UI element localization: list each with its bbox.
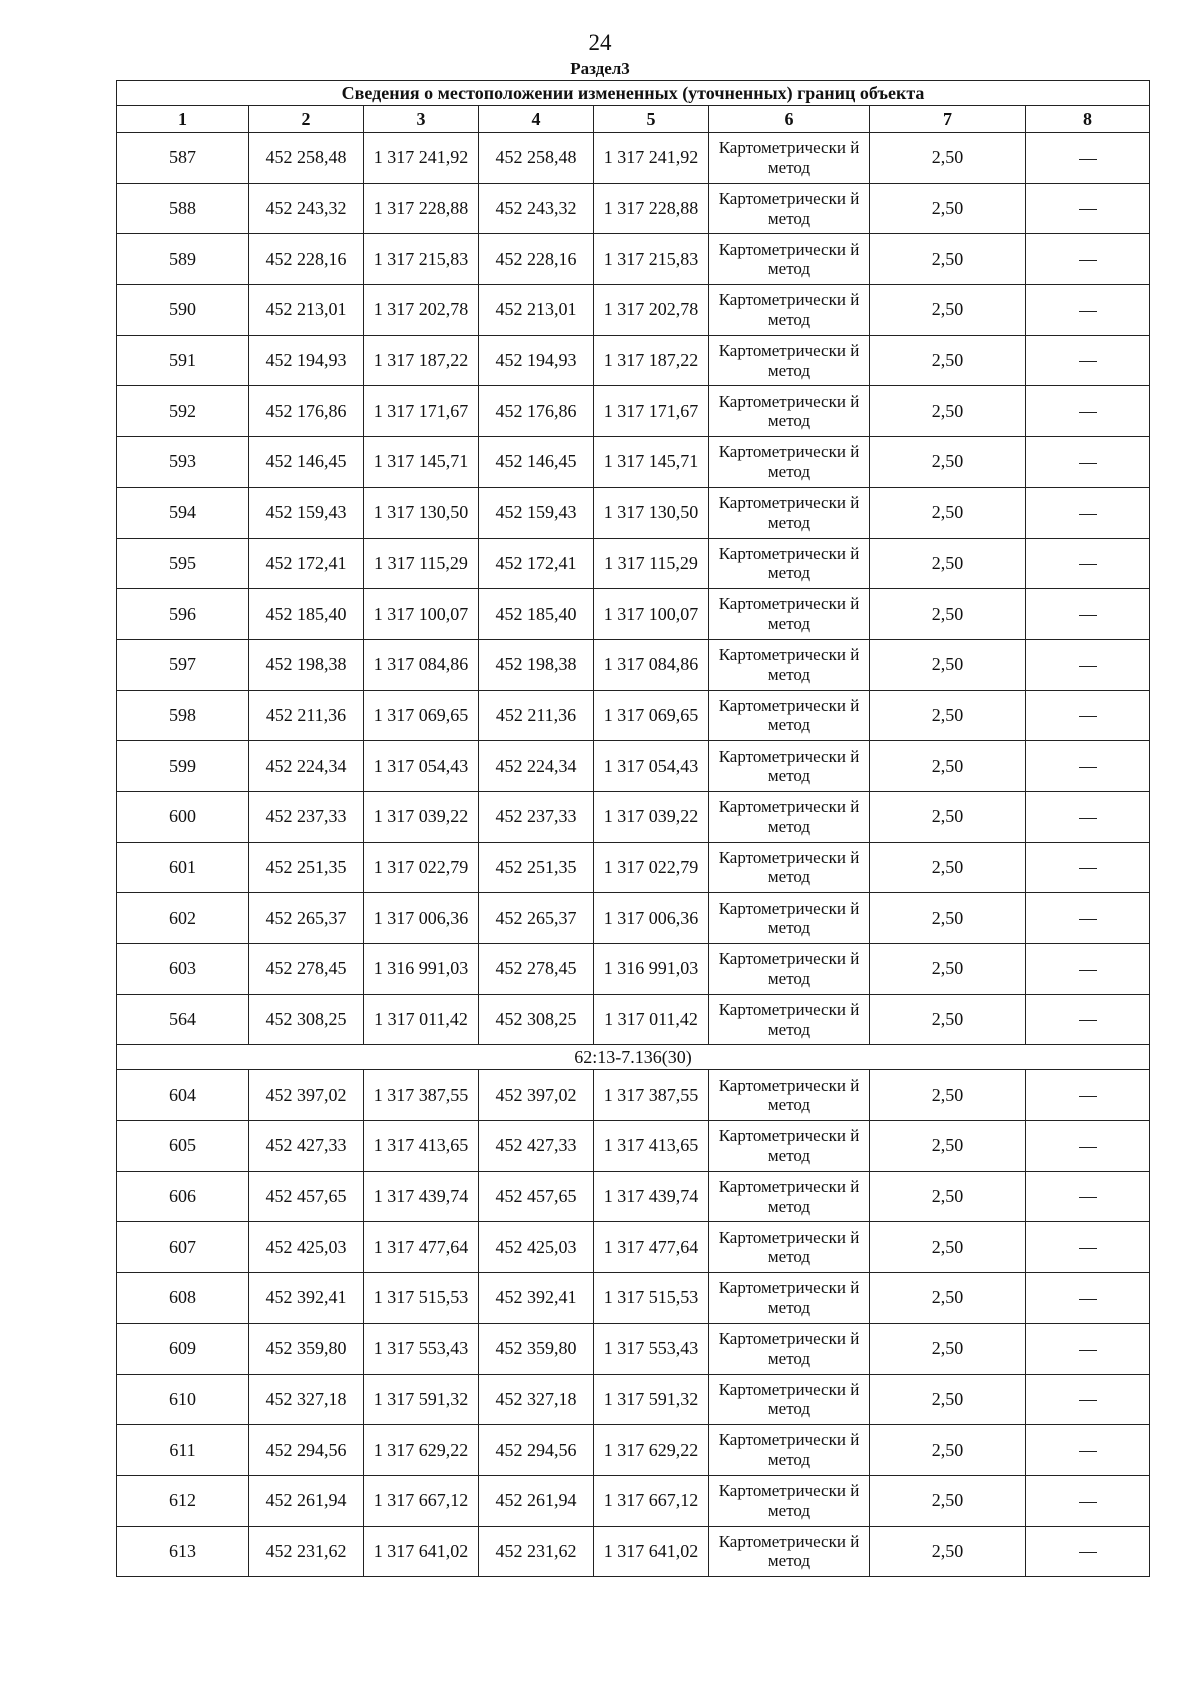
method-cell: Картометрически й метод [709,234,870,285]
table-row [117,639,1150,690]
table-row [117,285,1150,336]
table-row [117,1475,1150,1526]
empty-value-cell [1026,690,1150,741]
y-coordinate-cell: 1 317 241,92 [364,133,479,184]
accuracy-cell: 2,50 [870,234,1026,285]
table-row [117,386,1150,437]
x-coordinate-cell: 452 294,56 [249,1425,364,1476]
x-coordinate-cell: 452 457,65 [249,1171,364,1222]
accuracy-cell: 2,50 [870,791,1026,842]
point-number-cell: 603 [117,944,249,995]
x-coordinate-cell: 452 294,56 [479,1425,594,1476]
x-coordinate-cell: 452 265,37 [249,893,364,944]
empty-value-cell [1026,639,1150,690]
dash-icon [1079,1502,1097,1503]
y-coordinate-cell: 1 317 629,22 [364,1425,479,1476]
method-cell: Картометрически й метод [709,183,870,234]
dash-icon [1079,868,1097,869]
dash-icon [1079,514,1097,515]
y-coordinate-cell: 1 317 187,22 [594,335,709,386]
point-number-cell: 613 [117,1526,249,1577]
y-coordinate-cell: 1 317 022,79 [364,842,479,893]
accuracy-cell: 2,50 [870,944,1026,995]
point-number-cell: 601 [117,842,249,893]
y-coordinate-cell: 1 317 667,12 [594,1475,709,1526]
x-coordinate-cell: 452 228,16 [479,234,594,285]
table-row [117,1425,1150,1476]
y-coordinate-cell: 1 317 022,79 [594,842,709,893]
table-row [117,133,1150,184]
column-number-row [117,106,1150,133]
x-coordinate-cell: 452 261,94 [479,1475,594,1526]
y-coordinate-cell: 1 317 069,65 [594,690,709,741]
point-number-cell: 590 [117,285,249,336]
column-number: 4 [479,106,594,133]
table-row [117,741,1150,792]
method-cell: Картометрически й метод [709,791,870,842]
point-number-cell: 607 [117,1222,249,1273]
x-coordinate-cell: 452 258,48 [479,133,594,184]
x-coordinate-cell: 452 237,33 [479,791,594,842]
x-coordinate-cell: 452 176,86 [479,386,594,437]
table-row [117,1171,1150,1222]
accuracy-cell: 2,50 [870,1273,1026,1324]
dash-icon [1079,666,1097,667]
x-coordinate-cell: 452 397,02 [479,1070,594,1121]
point-number-cell: 589 [117,234,249,285]
accuracy-cell: 2,50 [870,437,1026,488]
accuracy-cell: 2,50 [870,1070,1026,1121]
table-row [117,437,1150,488]
point-number-cell: 588 [117,183,249,234]
dash-icon [1079,1147,1097,1148]
y-coordinate-cell: 1 316 991,03 [594,944,709,995]
empty-value-cell [1026,893,1150,944]
method-cell: Картометрически й метод [709,893,870,944]
x-coordinate-cell: 452 261,94 [249,1475,364,1526]
x-coordinate-cell: 452 185,40 [479,589,594,640]
empty-value-cell [1026,842,1150,893]
point-number-cell: 608 [117,1273,249,1324]
accuracy-cell: 2,50 [870,1374,1026,1425]
column-number: 5 [594,106,709,133]
accuracy-cell: 2,50 [870,1171,1026,1222]
y-coordinate-cell: 1 317 100,07 [364,589,479,640]
x-coordinate-cell: 452 237,33 [249,791,364,842]
x-coordinate-cell: 452 427,33 [479,1121,594,1172]
dash-icon [1079,919,1097,920]
point-number-cell: 597 [117,639,249,690]
dash-icon [1079,311,1097,312]
dash-icon [1079,463,1097,464]
y-coordinate-cell: 1 317 011,42 [594,994,709,1045]
method-cell: Картометрически й метод [709,944,870,995]
y-coordinate-cell: 1 317 100,07 [594,589,709,640]
x-coordinate-cell: 452 392,41 [249,1273,364,1324]
accuracy-cell: 2,50 [870,285,1026,336]
accuracy-cell: 2,50 [870,994,1026,1045]
dash-icon [1079,1197,1097,1198]
column-number: 7 [870,106,1026,133]
dash-icon [1079,209,1097,210]
empty-value-cell [1026,234,1150,285]
y-coordinate-cell: 1 317 202,78 [364,285,479,336]
empty-value-cell [1026,994,1150,1045]
empty-value-cell [1026,133,1150,184]
table-row [117,538,1150,589]
accuracy-cell: 2,50 [870,487,1026,538]
table-row [117,994,1150,1045]
accuracy-cell: 2,50 [870,183,1026,234]
column-number: 2 [249,106,364,133]
point-number-cell: 564 [117,994,249,1045]
y-coordinate-cell: 1 317 641,02 [594,1526,709,1577]
empty-value-cell [1026,487,1150,538]
table-row [117,183,1150,234]
x-coordinate-cell: 452 425,03 [249,1222,364,1273]
x-coordinate-cell: 452 308,25 [479,994,594,1045]
method-cell: Картометрически й метод [709,589,870,640]
method-cell: Картометрически й метод [709,1273,870,1324]
y-coordinate-cell: 1 317 011,42 [364,994,479,1045]
x-coordinate-cell: 452 194,93 [249,335,364,386]
dash-icon [1079,1400,1097,1401]
point-number-cell: 598 [117,690,249,741]
x-coordinate-cell: 452 146,45 [249,437,364,488]
point-number-cell: 610 [117,1374,249,1425]
y-coordinate-cell: 1 317 413,65 [364,1121,479,1172]
table-row [117,335,1150,386]
method-cell: Картометрически й метод [709,1475,870,1526]
table-row [117,1121,1150,1172]
y-coordinate-cell: 1 317 629,22 [594,1425,709,1476]
x-coordinate-cell: 452 213,01 [249,285,364,336]
table-caption-row [117,81,1150,106]
dash-icon [1079,716,1097,717]
y-coordinate-cell: 1 317 228,88 [364,183,479,234]
x-coordinate-cell: 452 198,38 [479,639,594,690]
dash-icon [1079,818,1097,819]
dash-icon [1079,1552,1097,1553]
table-row [117,1222,1150,1273]
empty-value-cell [1026,386,1150,437]
dash-icon [1079,615,1097,616]
method-cell: Картометрически й метод [709,133,870,184]
accuracy-cell: 2,50 [870,386,1026,437]
y-coordinate-cell: 1 317 145,71 [594,437,709,488]
empty-value-cell [1026,944,1150,995]
point-number-cell: 595 [117,538,249,589]
y-coordinate-cell: 1 317 006,36 [364,893,479,944]
dash-icon [1079,767,1097,768]
x-coordinate-cell: 452 231,62 [249,1526,364,1577]
column-number: 8 [1026,106,1150,133]
method-cell: Картометрически й метод [709,437,870,488]
x-coordinate-cell: 452 213,01 [479,285,594,336]
empty-value-cell [1026,1273,1150,1324]
x-coordinate-cell: 452 425,03 [479,1222,594,1273]
table-row [117,1273,1150,1324]
empty-value-cell [1026,1425,1150,1476]
method-cell: Картометрически й метод [709,1425,870,1476]
x-coordinate-cell: 452 224,34 [249,741,364,792]
dash-icon [1079,970,1097,971]
x-coordinate-cell: 452 211,36 [249,690,364,741]
table-row [117,589,1150,640]
empty-value-cell [1026,1374,1150,1425]
table-row [117,1374,1150,1425]
y-coordinate-cell: 1 316 991,03 [364,944,479,995]
table-caption: Сведения о местоположении измененных (уточненных) границ объекта [117,81,1150,106]
y-coordinate-cell: 1 317 187,22 [364,335,479,386]
method-cell: Картометрически й метод [709,1070,870,1121]
y-coordinate-cell: 1 317 553,43 [594,1323,709,1374]
x-coordinate-cell: 452 265,37 [479,893,594,944]
x-coordinate-cell: 452 211,36 [479,690,594,741]
table-row [117,487,1150,538]
method-cell: Картометрически й метод [709,487,870,538]
dash-icon [1079,1350,1097,1351]
y-coordinate-cell: 1 317 591,32 [364,1374,479,1425]
column-number: 6 [709,106,870,133]
dash-icon [1079,159,1097,160]
method-cell: Картометрически й метод [709,285,870,336]
point-number-cell: 605 [117,1121,249,1172]
dash-icon [1079,412,1097,413]
x-coordinate-cell: 452 224,34 [479,741,594,792]
group-label: 62:13-7.136(30) [117,1045,1150,1070]
x-coordinate-cell: 452 159,43 [249,487,364,538]
x-coordinate-cell: 452 359,80 [249,1323,364,1374]
table-row [117,791,1150,842]
method-cell: Картометрически й метод [709,1526,870,1577]
y-coordinate-cell: 1 317 413,65 [594,1121,709,1172]
column-number: 3 [364,106,479,133]
accuracy-cell: 2,50 [870,690,1026,741]
accuracy-cell: 2,50 [870,1121,1026,1172]
empty-value-cell [1026,1121,1150,1172]
accuracy-cell: 2,50 [870,133,1026,184]
x-coordinate-cell: 452 172,41 [249,538,364,589]
empty-value-cell [1026,741,1150,792]
table-row [117,234,1150,285]
coordinates-table [116,80,1150,1577]
x-coordinate-cell: 452 185,40 [249,589,364,640]
column-number: 1 [117,106,249,133]
point-number-cell: 593 [117,437,249,488]
method-cell: Картометрически й метод [709,741,870,792]
method-cell: Картометрически й метод [709,538,870,589]
x-coordinate-cell: 452 327,18 [479,1374,594,1425]
dash-icon [1079,260,1097,261]
y-coordinate-cell: 1 317 515,53 [364,1273,479,1324]
empty-value-cell [1026,1475,1150,1526]
y-coordinate-cell: 1 317 130,50 [594,487,709,538]
dash-icon [1079,1451,1097,1452]
point-number-cell: 611 [117,1425,249,1476]
table-row [117,690,1150,741]
dash-icon [1079,1096,1097,1097]
point-number-cell: 612 [117,1475,249,1526]
method-cell: Картометрически й метод [709,690,870,741]
x-coordinate-cell: 452 194,93 [479,335,594,386]
x-coordinate-cell: 452 278,45 [249,944,364,995]
point-number-cell: 599 [117,741,249,792]
x-coordinate-cell: 452 159,43 [479,487,594,538]
accuracy-cell: 2,50 [870,1323,1026,1374]
x-coordinate-cell: 452 327,18 [249,1374,364,1425]
y-coordinate-cell: 1 317 215,83 [594,234,709,285]
accuracy-cell: 2,50 [870,741,1026,792]
x-coordinate-cell: 452 228,16 [249,234,364,285]
point-number-cell: 602 [117,893,249,944]
group-row [117,1045,1150,1070]
y-coordinate-cell: 1 317 069,65 [364,690,479,741]
empty-value-cell [1026,1323,1150,1374]
y-coordinate-cell: 1 317 054,43 [594,741,709,792]
accuracy-cell: 2,50 [870,1526,1026,1577]
empty-value-cell [1026,1070,1150,1121]
page-number: 24 [588,30,612,55]
x-coordinate-cell: 452 258,48 [249,133,364,184]
table-body [117,133,1150,1577]
accuracy-cell: 2,50 [870,639,1026,690]
empty-value-cell [1026,437,1150,488]
y-coordinate-cell: 1 317 241,92 [594,133,709,184]
y-coordinate-cell: 1 317 084,86 [594,639,709,690]
y-coordinate-cell: 1 317 171,67 [594,386,709,437]
y-coordinate-cell: 1 317 228,88 [594,183,709,234]
method-cell: Картометрически й метод [709,1222,870,1273]
empty-value-cell [1026,538,1150,589]
section-title: Раздел3 [570,59,630,78]
dash-icon [1079,564,1097,565]
y-coordinate-cell: 1 317 084,86 [364,639,479,690]
y-coordinate-cell: 1 317 667,12 [364,1475,479,1526]
table-row [117,944,1150,995]
y-coordinate-cell: 1 317 054,43 [364,741,479,792]
method-cell: Картометрически й метод [709,1171,870,1222]
accuracy-cell: 2,50 [870,842,1026,893]
point-number-cell: 606 [117,1171,249,1222]
y-coordinate-cell: 1 317 145,71 [364,437,479,488]
accuracy-cell: 2,50 [870,893,1026,944]
table-row [117,1526,1150,1577]
x-coordinate-cell: 452 397,02 [249,1070,364,1121]
method-cell: Картометрически й метод [709,1323,870,1374]
table-row [117,1323,1150,1374]
x-coordinate-cell: 452 359,80 [479,1323,594,1374]
y-coordinate-cell: 1 317 477,64 [364,1222,479,1273]
point-number-cell: 592 [117,386,249,437]
y-coordinate-cell: 1 317 641,02 [364,1526,479,1577]
y-coordinate-cell: 1 317 387,55 [364,1070,479,1121]
y-coordinate-cell: 1 317 202,78 [594,285,709,336]
point-number-cell: 591 [117,335,249,386]
dash-icon [1079,1020,1097,1021]
y-coordinate-cell: 1 317 006,36 [594,893,709,944]
x-coordinate-cell: 452 176,86 [249,386,364,437]
y-coordinate-cell: 1 317 115,29 [364,538,479,589]
x-coordinate-cell: 452 172,41 [479,538,594,589]
empty-value-cell [1026,335,1150,386]
empty-value-cell [1026,183,1150,234]
method-cell: Картометрически й метод [709,1374,870,1425]
dash-icon [1079,1299,1097,1300]
point-number-cell: 596 [117,589,249,640]
y-coordinate-cell: 1 317 039,22 [364,791,479,842]
y-coordinate-cell: 1 317 115,29 [594,538,709,589]
y-coordinate-cell: 1 317 130,50 [364,487,479,538]
empty-value-cell [1026,589,1150,640]
x-coordinate-cell: 452 146,45 [479,437,594,488]
accuracy-cell: 2,50 [870,1222,1026,1273]
x-coordinate-cell: 452 251,35 [479,842,594,893]
accuracy-cell: 2,50 [870,1475,1026,1526]
x-coordinate-cell: 452 278,45 [479,944,594,995]
accuracy-cell: 2,50 [870,335,1026,386]
empty-value-cell [1026,285,1150,336]
method-cell: Картометрически й метод [709,386,870,437]
empty-value-cell [1026,1171,1150,1222]
dash-icon [1079,361,1097,362]
y-coordinate-cell: 1 317 039,22 [594,791,709,842]
method-cell: Картометрически й метод [709,639,870,690]
accuracy-cell: 2,50 [870,589,1026,640]
method-cell: Картометрически й метод [709,842,870,893]
x-coordinate-cell: 452 243,32 [479,183,594,234]
y-coordinate-cell: 1 317 439,74 [594,1171,709,1222]
method-cell: Картометрически й метод [709,1121,870,1172]
table-row [117,1070,1150,1121]
table-row [117,842,1150,893]
x-coordinate-cell: 452 308,25 [249,994,364,1045]
method-cell: Картометрически й метод [709,335,870,386]
dash-icon [1079,1248,1097,1249]
x-coordinate-cell: 452 243,32 [249,183,364,234]
point-number-cell: 609 [117,1323,249,1374]
y-coordinate-cell: 1 317 387,55 [594,1070,709,1121]
point-number-cell: 587 [117,133,249,184]
x-coordinate-cell: 452 251,35 [249,842,364,893]
x-coordinate-cell: 452 427,33 [249,1121,364,1172]
point-number-cell: 600 [117,791,249,842]
y-coordinate-cell: 1 317 439,74 [364,1171,479,1222]
y-coordinate-cell: 1 317 477,64 [594,1222,709,1273]
empty-value-cell [1026,791,1150,842]
x-coordinate-cell: 452 392,41 [479,1273,594,1324]
x-coordinate-cell: 452 457,65 [479,1171,594,1222]
y-coordinate-cell: 1 317 171,67 [364,386,479,437]
table-row [117,893,1150,944]
empty-value-cell [1026,1526,1150,1577]
x-coordinate-cell: 452 198,38 [249,639,364,690]
accuracy-cell: 2,50 [870,538,1026,589]
point-number-cell: 604 [117,1070,249,1121]
method-cell: Картометрически й метод [709,994,870,1045]
y-coordinate-cell: 1 317 591,32 [594,1374,709,1425]
y-coordinate-cell: 1 317 215,83 [364,234,479,285]
y-coordinate-cell: 1 317 515,53 [594,1273,709,1324]
point-number-cell: 594 [117,487,249,538]
y-coordinate-cell: 1 317 553,43 [364,1323,479,1374]
empty-value-cell [1026,1222,1150,1273]
accuracy-cell: 2,50 [870,1425,1026,1476]
x-coordinate-cell: 452 231,62 [479,1526,594,1577]
